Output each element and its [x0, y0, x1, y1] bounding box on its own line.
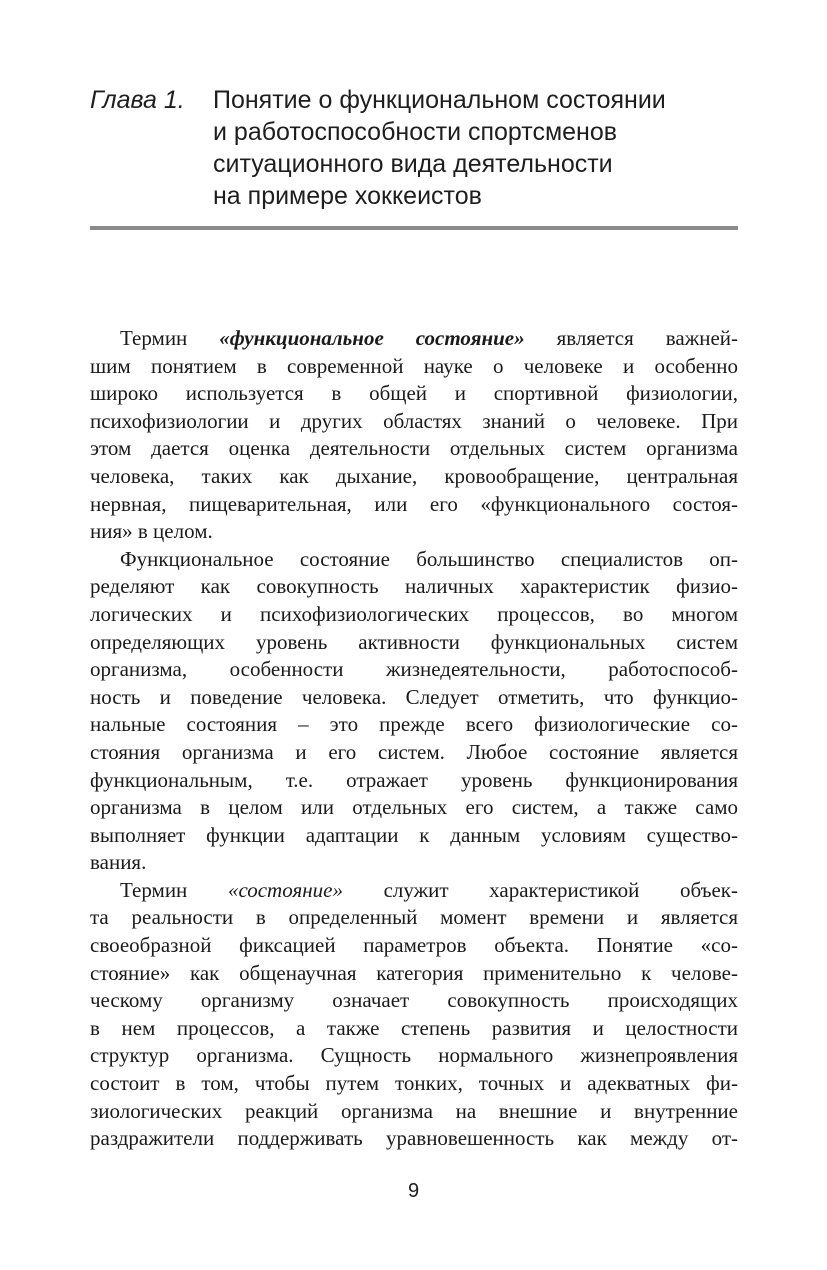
paragraph-1-line: шим понятием в современной науке о человеке и особенно — [90, 353, 738, 378]
text-run: является важней- — [524, 326, 739, 350]
paragraph-1-line: ния» в целом. — [90, 519, 213, 544]
paragraph-2-line: определяющих уровень активности функциональных систем — [90, 629, 738, 654]
page-number: 9 — [407, 1180, 420, 1202]
heading-divider — [90, 226, 738, 230]
paragraph-2-line: выполняет функции адаптации к данным условиям существо- — [90, 822, 738, 847]
paragraph-2-line: ность и поведение человека. Следует отметить, что функцио- — [90, 684, 738, 709]
body-text — [90, 325, 738, 1153]
paragraph-3-line — [90, 877, 738, 905]
chapter-title-line: ситуационного вида деятельности — [213, 150, 613, 178]
paragraph-2-line: логических и психофизиологических процессов, во многом — [90, 601, 738, 626]
text-run: служит характеристикой объек- — [342, 877, 738, 902]
paragraph-1-line: этом дается оценка деятельности отдельных систем организма — [90, 436, 738, 461]
text-run: Термин — [120, 877, 228, 902]
paragraph-2-line: стояния организма и его систем. Любое состояние является — [90, 739, 738, 764]
chapter-title — [213, 84, 666, 212]
paragraph-2-line: нальные состояния – это прежде всего физиологические со- — [90, 712, 738, 737]
paragraph-3-line: структур организма. Сущность нормального жизнепроявления — [90, 1043, 738, 1068]
paragraph-3-line: зиологических реакций организма на внешние и внутренние — [90, 1098, 738, 1123]
chapter-heading — [90, 84, 750, 212]
paragraph-3-line: своеобразной фиксацией параметров объекта. Понятие «со- — [90, 933, 738, 958]
paragraph-3-line: стояние» как общенаучная категория применительно к челове- — [90, 960, 738, 985]
paragraph-3-line: в нем процессов, а также степень развития и целостности — [90, 1015, 738, 1040]
paragraph-3-line: та реальности в определенный момент времени и является — [90, 905, 738, 930]
chapter-title-line: Понятие о функциональном состоянии — [213, 86, 666, 114]
text-run: Термин — [120, 326, 220, 350]
paragraph-2-line: ределяют как совокупность наличных характеристик физио- — [90, 574, 738, 599]
paragraph-2-line: организма в целом или отдельных его систем, а также само — [90, 795, 738, 820]
paragraph-2-line: Функциональное состояние большинство специалистов оп- — [120, 546, 738, 571]
paragraph-3-line: ческому организму означает совокупность происходящих — [90, 988, 738, 1013]
paragraph-2-line: функциональным, т.е. отражает уровень функционирования — [90, 767, 738, 792]
chapter-title-line: на примере хоккеистов — [213, 182, 482, 210]
paragraph-1-line: широко используется в общей и спортивной физиологии, — [90, 381, 738, 406]
chapter-title-line: и работоспособности спортсменов — [213, 118, 618, 146]
paragraph-1-line: человека, таких как дыхание, кровообращение, центральная — [90, 463, 738, 488]
paragraph-1-line: психофизиологии и других областях знаний о человеке. При — [90, 408, 738, 433]
paragraph-1-line — [90, 325, 738, 353]
paragraph-2-line: организма, особенности жизнедеятельности, работоспособ- — [90, 657, 738, 682]
paragraph-3-line: раздражители поддерживать уравновешенность как между от- — [90, 1126, 738, 1151]
chapter-label: Глава 1. — [90, 86, 185, 114]
term-state: «состояние» — [227, 877, 343, 902]
paragraph-1-line: нервная, пищеварительная, или его «функционального состоя- — [90, 491, 738, 516]
term-functional-state: «функциональное состояние» — [219, 326, 525, 350]
paragraph-2-line: вания. — [90, 850, 147, 875]
paragraph-3-line: состоит в том, чтобы путем тонких, точных и адекватных фи- — [90, 1071, 738, 1096]
